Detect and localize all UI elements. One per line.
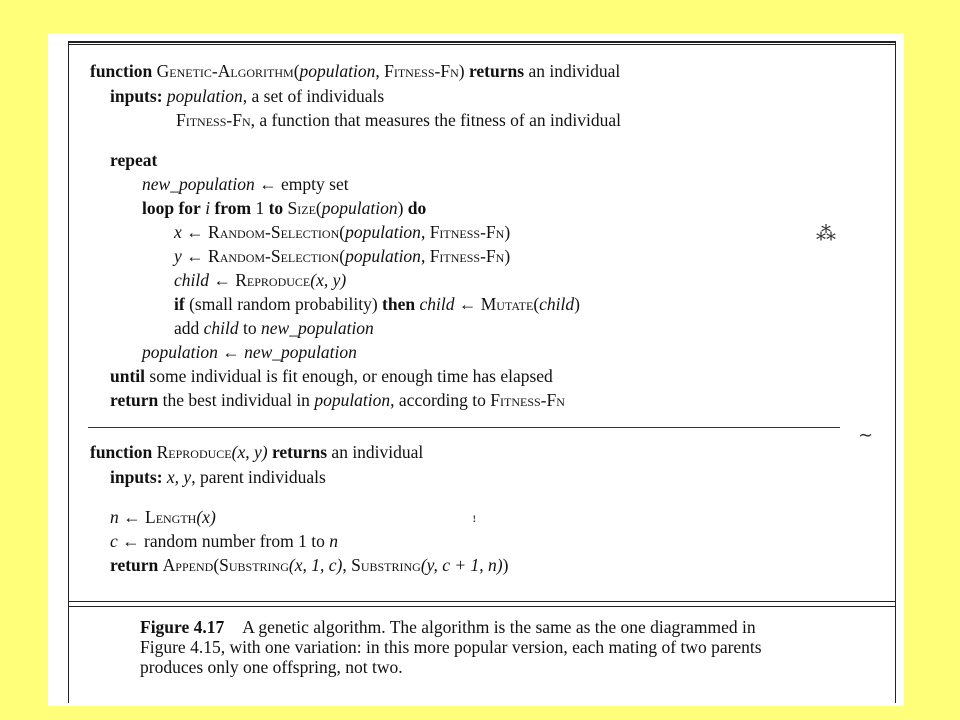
arg: population	[345, 222, 421, 242]
paren: )	[504, 246, 511, 266]
function-name: Size	[287, 198, 316, 218]
ga-loop-line	[142, 198, 426, 218]
keyword: if	[174, 294, 185, 314]
caption-line-3: produces only one offspring, not two.	[140, 657, 403, 677]
ga-mutate-line	[174, 294, 580, 314]
var: n	[110, 507, 119, 527]
args: (x, 1, c)	[288, 555, 343, 575]
keyword: return	[110, 390, 159, 410]
figure-caption	[140, 617, 860, 677]
text: (small random probability)	[184, 294, 383, 314]
keyword: function	[90, 442, 153, 462]
text: an individual	[327, 442, 424, 462]
arrow: ←	[209, 270, 236, 290]
function-name: Reproduce	[156, 442, 232, 462]
rep-inputs-line	[110, 467, 326, 487]
caption-text: A genetic algorithm. The algorithm is the same as the one diagrammed in	[242, 617, 756, 637]
comma: ,	[375, 61, 385, 81]
keyword: returns	[271, 442, 328, 462]
keyword: repeat	[110, 150, 158, 170]
var: x	[174, 222, 182, 242]
colon: :	[156, 86, 163, 106]
args: (x, y)	[310, 270, 347, 290]
ga-inputs-line	[110, 86, 384, 106]
ga-repeat-line	[110, 150, 157, 170]
comma: ,	[420, 246, 430, 266]
arrow: ←	[181, 246, 209, 266]
keyword: until	[110, 366, 146, 386]
keyword: inputs	[110, 467, 157, 487]
args: (y, c + 1, n)	[420, 555, 503, 575]
paren: (	[293, 61, 300, 81]
paren: )	[574, 294, 580, 314]
text: some individual is fit enough, or enough time has elapsed	[145, 366, 553, 386]
var: new_population	[261, 318, 374, 338]
ga-inputs-line-2	[176, 110, 621, 130]
arg: population	[345, 246, 421, 266]
ga-until-line	[110, 366, 553, 386]
comma: ,	[342, 555, 352, 575]
scan-speck: ꜝ	[472, 517, 477, 532]
comma: ,	[420, 222, 430, 242]
paren: (	[213, 555, 220, 575]
ga-add-line	[174, 318, 374, 338]
args: (x, y)	[231, 442, 268, 462]
function-name: Fitness-Fn	[176, 110, 251, 130]
keyword: loop for	[142, 198, 201, 218]
arg: Fitness-Fn	[429, 246, 505, 266]
keyword: returns	[468, 61, 525, 81]
arrow: ←	[217, 342, 245, 362]
paren: (	[339, 222, 346, 242]
section-divider	[88, 427, 840, 428]
function-name: Random-Selection	[208, 222, 340, 242]
var: c	[110, 531, 118, 551]
scan-speck: ⁂	[816, 223, 836, 245]
caption-rule-top	[68, 601, 896, 602]
ga-child-line	[174, 270, 346, 290]
keyword: to	[268, 198, 284, 218]
var: child	[419, 294, 455, 314]
ga-header-line	[90, 61, 620, 81]
function-name: Substring	[219, 555, 289, 575]
text: the best individual in	[158, 390, 315, 410]
text: ← empty set	[254, 174, 349, 194]
arg: Fitness-Fn	[384, 61, 459, 81]
ga-y-line	[174, 246, 510, 266]
var: n	[329, 531, 338, 551]
rep-c-line	[110, 531, 338, 551]
arg: child	[539, 294, 575, 314]
keyword: do	[407, 198, 427, 218]
ga-return-line	[110, 390, 565, 410]
ga-popassign-line	[142, 342, 357, 362]
top-rule-inner	[68, 44, 896, 45]
caption-line-1	[140, 617, 860, 637]
text: , a function that measures the fitness of an individual	[250, 110, 621, 130]
scan-speck: ∼	[858, 425, 874, 445]
arg: Fitness-Fn	[429, 222, 505, 242]
number: 1	[251, 198, 269, 218]
text: to	[238, 318, 262, 338]
text: an individual	[524, 61, 621, 81]
caption-line-2: Figure 4.15, with one variation: in this more popular version, each mating of two parents	[140, 637, 762, 657]
paren: (	[533, 294, 540, 314]
arrow: ←	[118, 507, 145, 527]
rep-n-line	[110, 507, 216, 527]
var: child	[174, 270, 209, 290]
var: y	[174, 246, 182, 266]
paren: )	[502, 555, 509, 575]
var: population	[142, 342, 218, 362]
paren: )	[397, 198, 404, 218]
keyword: then	[382, 294, 416, 314]
args: (x)	[196, 507, 216, 527]
arrow: ←	[181, 222, 209, 242]
top-rule	[68, 41, 896, 43]
colon: :	[156, 467, 163, 487]
ga-newpop-line	[142, 174, 349, 194]
paren: )	[458, 61, 465, 81]
paren: (	[339, 246, 346, 266]
text: add	[174, 318, 204, 338]
function-name: Fitness-Fn	[490, 390, 565, 410]
var: population	[166, 86, 243, 106]
document-page	[48, 33, 904, 706]
var: new_population	[142, 174, 255, 194]
paren: )	[504, 222, 511, 242]
var: i	[205, 198, 211, 218]
var: child	[203, 318, 239, 338]
text: , according to	[390, 390, 491, 410]
keyword: inputs	[110, 86, 157, 106]
function-name: Append	[162, 555, 214, 575]
function-name: Mutate	[480, 294, 534, 314]
text: ← random number from 1 to	[117, 531, 330, 551]
paren: (	[315, 198, 322, 218]
keyword: return	[110, 555, 159, 575]
arg: population	[299, 61, 376, 81]
function-name: Reproduce	[235, 270, 311, 290]
keyword: from	[214, 198, 252, 218]
var: population	[314, 390, 391, 410]
keyword: function	[90, 61, 153, 81]
var: new_population	[244, 342, 357, 362]
function-name: Random-Selection	[208, 246, 340, 266]
rep-return-line	[110, 555, 508, 575]
function-name: Length	[145, 507, 197, 527]
text: , a set of individuals	[242, 86, 385, 106]
arrow: ←	[454, 294, 481, 314]
caption-rule-bottom	[68, 606, 896, 607]
function-name: Genetic-Algorithm	[156, 61, 294, 81]
arg: population	[321, 198, 398, 218]
text: , parent individuals	[191, 467, 326, 487]
var: x, y	[166, 467, 192, 487]
function-name: Substring	[351, 555, 421, 575]
rep-header-line	[90, 442, 423, 462]
figure-label: Figure 4.17	[140, 617, 225, 637]
ga-x-line	[174, 222, 510, 242]
